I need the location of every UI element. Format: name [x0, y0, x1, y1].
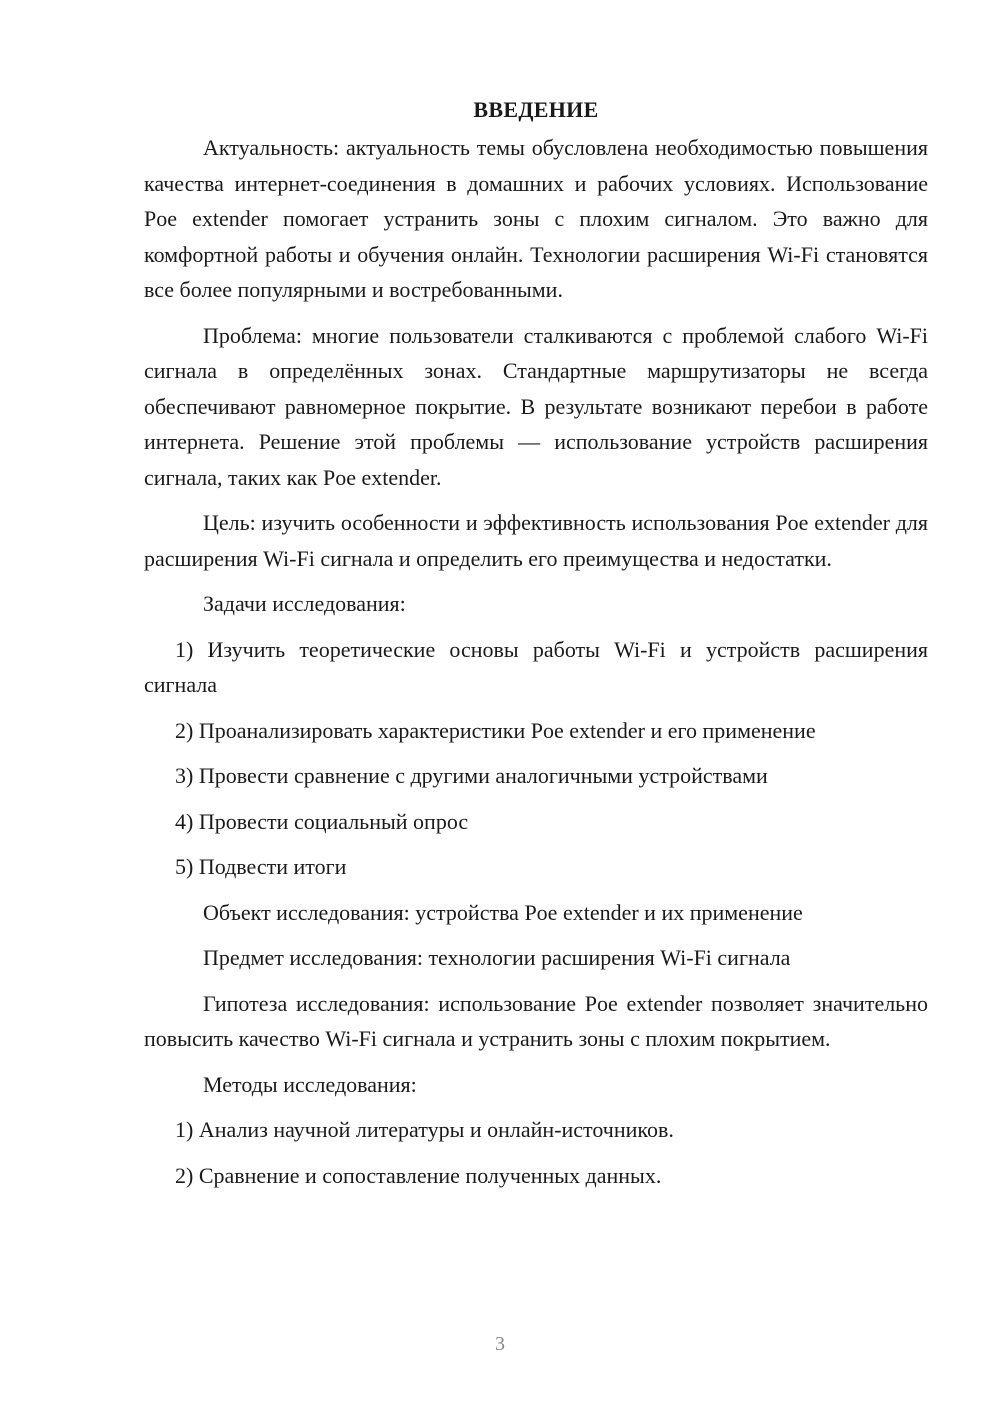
methods-heading: Методы исследования:	[203, 1071, 417, 1097]
method-item-1: 1) Анализ научной литературы и онлайн-источников.	[175, 1117, 674, 1142]
task-item-4: 4) Провести социальный опрос	[175, 808, 469, 834]
paragraph-problem: Проблема: многие пользователи сталкиваются с проблемой слабого Wi-Fi сигнала в определённых зонах. Стандартные маршрутизаторы не всегда обеспечивают равномерное покрытие. В результате возникают перебои в работе интернета. Решение этой проблемы — использование устройств расширения сигнала, таких как Poe extender.	[144, 322, 928, 490]
tasks-heading: Задачи исследования:	[203, 591, 406, 616]
task-item-3: 3) Провести сравнение с другими аналогичными устройствами	[175, 763, 768, 788]
page-number: 3	[495, 1333, 505, 1355]
section-title: ВВЕДЕНИЕ	[473, 97, 599, 122]
paragraph-object: Объект исследования: устройства Poe extender и их применение	[203, 899, 803, 925]
paragraph-subject: Предмет исследования: технологии расширения Wi-Fi сигнала	[203, 945, 791, 970]
document-page	[144, 92, 928, 1193]
paragraph-relevance: Актуальность: актуальность темы обусловлена необходимостью повышения качества интернет-соединения в домашних и рабочих условиях. Использование Poe extender помогает устранить зоны с плохим сигналом. Это важно для комфортной работы и обучения онлайн. Технологии расширения Wi-Fi становятся все более популярными и востребованными.	[144, 135, 928, 302]
task-item-5: 5) Подвести итоги	[175, 854, 347, 879]
paragraph-goal: Цель: изучить особенности и эффективность использования Poe extender для расширения Wi-Fi сигнала и определить его преимущества и недостатки.	[144, 510, 928, 571]
task-item-1: 1) Изучить теоретические основы работы Wi-Fi и устройств расширения сигнала	[144, 636, 928, 697]
paragraph-hypothesis: Гипотеза исследования: использование Poe extender позволяет значительно повысить качество Wi-Fi сигнала и устранить зоны с плохим покрытием.	[144, 990, 928, 1051]
method-item-2: 2) Сравнение и сопоставление полученных данных.	[175, 1162, 662, 1188]
task-item-2: 2) Проанализировать характеристики Poe extender и его применение	[175, 717, 816, 743]
